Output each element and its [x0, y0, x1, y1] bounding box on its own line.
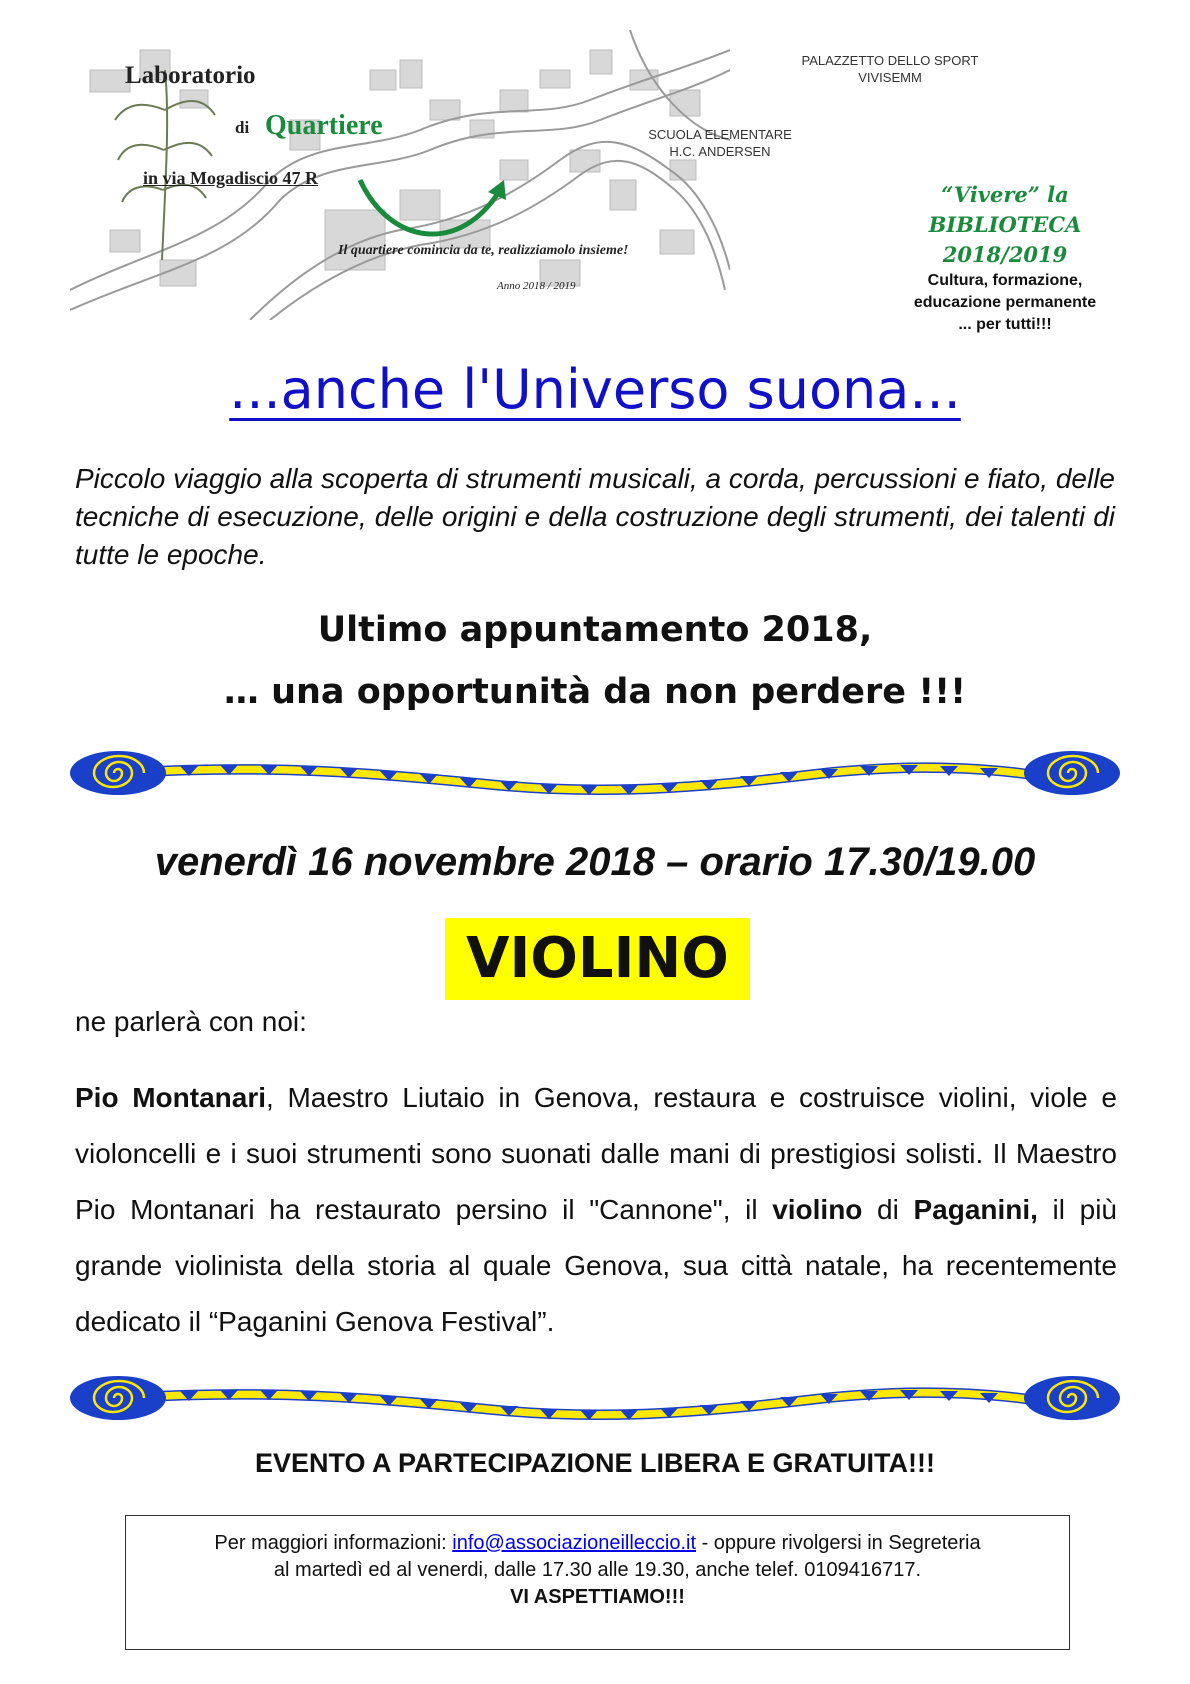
side-line2: BIBLIOTECA	[928, 212, 1082, 237]
info-line3: VI ASPETTIAMO!!!	[510, 1586, 685, 1608]
info-box	[125, 1515, 1070, 1650]
decorative-ribbon-divider	[70, 740, 1120, 810]
lab-slogan: Il quartiere comincia da te, realizziamolo insieme!	[338, 243, 629, 258]
event-date: venerdì 16 novembre 2018 – orario 17.30/19.00	[154, 840, 1036, 884]
map-label-palazzetto	[790, 52, 990, 86]
bio-text-2: di	[862, 1194, 914, 1225]
bio-bold-violino: violino	[772, 1194, 863, 1225]
bio-text-3: il più grande violinista della storia al quale Genova, sua città natale, ha recentemente dedicato il “Paganini Genova Festival”.	[75, 1194, 1117, 1337]
side-cultura	[880, 270, 1130, 336]
speaker-bio	[75, 1070, 1117, 1350]
map-label-scuola-line1: SCUOLA ELEMENTARE	[648, 127, 792, 142]
intro-paragraph: Piccolo viaggio alla scoperta di strumenti musicali, a corda, percussioni e fiato, delle tecniche di esecuzione, delle origini e della costruzione degli strumenti, dei talenti di tutte le epoche.	[75, 463, 1115, 570]
lab-address: in via Mogadiscio 47 R	[143, 168, 319, 188]
info-prefix: Per maggiori informazioni:	[214, 1532, 453, 1554]
info-suffix: - oppure rivolgersi in Segreteria	[696, 1532, 981, 1554]
side-line1: “Vivere” la	[941, 182, 1069, 207]
speaker-name: Pio Montanari	[75, 1082, 266, 1113]
map-label-palazzetto-line2: VIVISEMM	[858, 70, 922, 85]
info-line2: al martedì ed al venerdi, dalle 17.30 alle 19.30, anche telef. 0109416717.	[273, 1559, 922, 1581]
map-label-scuola-line2: H.C. ANDERSEN	[669, 144, 771, 159]
subtitle-line2: … una opportunità da non perdere !!!	[223, 672, 967, 712]
map-label-scuola	[625, 126, 815, 160]
side-line3: 2018/2019	[942, 242, 1068, 267]
instrument-highlight: VIOLINO	[445, 918, 750, 1000]
side-cultura-line1: Cultura, formazione,	[927, 272, 1083, 289]
bio-bold-paganini: Paganini,	[913, 1194, 1038, 1225]
side-cultura-line3: ... per tutti!!!	[958, 316, 1052, 333]
decorative-ribbon-divider	[70, 1365, 1120, 1435]
speaker-intro: ne parlerà con noi:	[75, 1006, 307, 1037]
map-label-palazzetto-line1: PALAZZETTO DELLO SPORT	[801, 53, 979, 68]
side-vivere-biblioteca	[885, 180, 1125, 270]
free-event-notice: EVENTO A PARTECIPAZIONE LIBERA E GRATUITA!!!	[255, 1448, 935, 1478]
info-line1	[126, 1530, 1069, 1557]
lab-di: di	[235, 118, 250, 137]
subtitle-line1: Ultimo appuntamento 2018,	[317, 610, 873, 650]
lab-quartiere: Quartiere	[265, 110, 383, 141]
lab-title: Laboratorio	[125, 62, 256, 89]
bio-text-1: , Maestro Liutaio in Genova, restaura e costruisce violini, viole e violoncelli e i suoi strumenti sono suonati dalle mani di prestigiosi solisti. Il Maestro Pio Montanari ha restaurato persino il "Cannone", il	[75, 1082, 1117, 1225]
side-cultura-line2: educazione permanente	[913, 294, 1097, 311]
email-link[interactable]: info@associazioneilleccio.it	[452, 1532, 697, 1554]
lab-year: Anno 2018 / 2019	[497, 280, 576, 292]
page-title-text: ...anche l'Universo suona...	[229, 358, 961, 421]
page-title	[0, 358, 1190, 421]
